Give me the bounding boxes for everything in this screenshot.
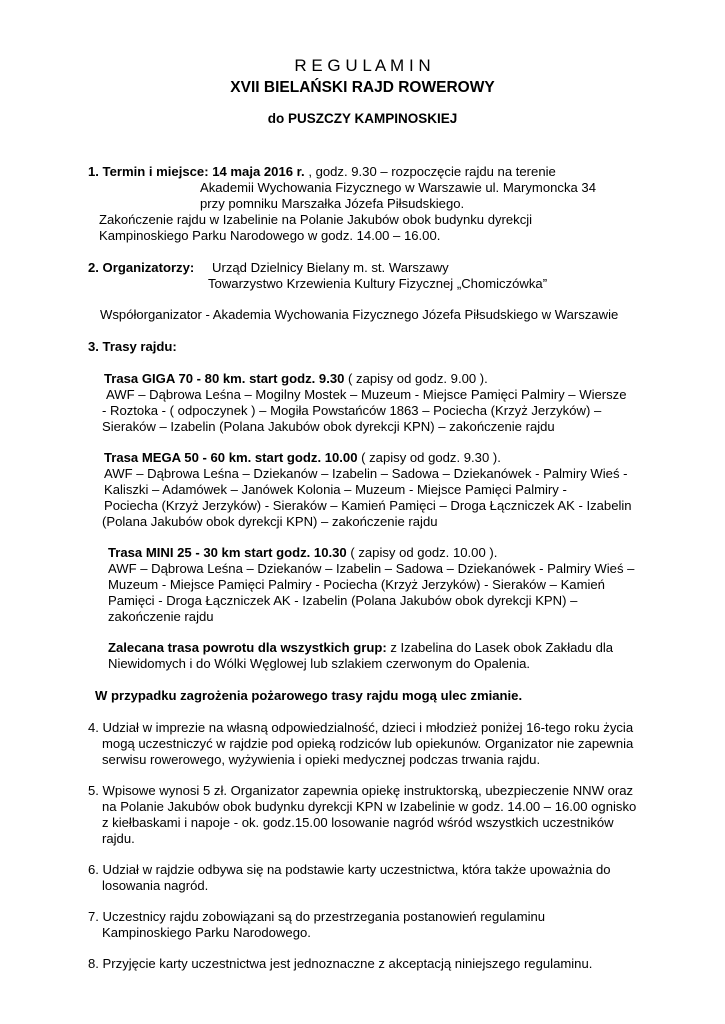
section-5-line-4: rajdu. (102, 831, 135, 846)
route-mega-line-3: Pociecha (Krzyż Jerzyków) - Sieraków – Kamień Pamięci – Droga Łączniczek AK - Izabelin (104, 498, 632, 513)
route-mega-line-1: AWF – Dąbrowa Leśna – Dziekanów – Izabelin – Sadowa – Dziekanówek - Palmiry Wieś - (104, 466, 628, 481)
route-mega-header (104, 450, 501, 466)
route-giga-title: Trasa GIGA 70 - 80 km. start godz. 9.30 (104, 371, 345, 386)
route-mini-line-2: Muzeum - Miejsce Pamięci Palmiry - Pociecha (Krzyż Jerzyków) - Sieraków – Kamień (108, 577, 605, 592)
section-1-line-2: Akademii Wychowania Fizycznego w Warszawie ul. Marymoncka 34 (200, 180, 596, 195)
route-giga-line-2: - Roztoka - ( odpoczynek ) – Mogiła Powstańców 1863 – Pociecha (Krzyż Jerzyków) – (102, 403, 602, 418)
section-1-line-1-rest: , godz. 9.30 – rozpoczęcie rajdu na terenie (308, 164, 556, 179)
section-5-line-3: z kiełbaskami i napoje - ok. godz.15.00 losowanie nagród wśród wszystkich uczestników (102, 815, 614, 830)
section-6-line-2: losowania nagród. (102, 878, 209, 893)
section-1-line-4: Zakończenie rajdu w Izabelinie na Polanie Jakubów obok budynku dyrekcji (99, 212, 533, 227)
section-5-line-1: 5. Wpisowe wynosi 5 zł. Organizator zapewnia opiekę instruktorską, ubezpieczenie NNW oraz (88, 783, 634, 798)
section-1-line-3: przy pomniku Marszałka Józefa Piłsudskiego. (200, 196, 465, 211)
document-title: R E G U L A M I N (294, 56, 431, 75)
route-mega-registration: ( zapisy od godz. 9.30 ). (357, 450, 501, 465)
section-6-line-1: 6. Udział w rajdzie odbywa się na podstawie karty uczestnictwa, która także upoważnia do (88, 862, 611, 877)
section-1-line-1 (88, 164, 556, 180)
route-mini-line-1: AWF – Dąbrowa Leśna – Dziekanów – Izabelin – Sadowa – Dziekanówek - Palmiry Wieś – (108, 561, 635, 576)
section-7-line-2: Kampinoskiego Parku Narodowego. (102, 925, 311, 940)
route-giga-line-3: Sieraków – Izabelin (Polana Jakubów obok dyrekcji KPN) – zakończenie rajdu (102, 419, 555, 434)
section-2-coorganizer: Współorganizator - Akademia Wychowania Fizycznego Józefa Piłsudskiego w Warszawie (100, 307, 619, 322)
section-2-line-2: Towarzystwo Krzewienia Kultury Fizycznej „Chomiczówka” (208, 276, 548, 291)
route-mega-line-4: (Polana Jakubów obok dyrekcji KPN) – zakończenie rajdu (102, 514, 438, 529)
section-8-line-1: 8. Przyjęcie karty uczestnictwa jest jednoznaczne z akceptacją niniejszego regulaminu. (88, 956, 593, 971)
return-route-line-2: Niewidomych i do Wólki Węglowej lub szlakiem czerwonym do Opalenia. (108, 656, 531, 671)
route-giga-line-1: AWF – Dąbrowa Leśna – Mogilny Mostek – Muzeum - Miejsce Pamięci Palmiry – Wiersze (106, 387, 627, 402)
section-7-line-1: 7. Uczestnicy rajdu zobowiązani są do przestrzegania postanowień regulaminu (88, 909, 546, 924)
section-1-label: 1. Termin i miejsce: 14 maja 2016 r. (88, 164, 309, 179)
section-3-label: 3. Trasy rajdu: (88, 339, 177, 354)
route-mini-header (108, 545, 497, 561)
route-giga-header (104, 371, 488, 387)
route-mega-line-2: Kaliszki – Adamówek – Janówek Kolonia – Muzeum - Miejsce Pamięci Palmiry - (104, 482, 567, 497)
return-route-line-1 (108, 640, 613, 656)
fire-notice: W przypadku zagrożenia pożarowego trasy rajdu mogą ulec zmianie. (95, 688, 523, 703)
route-mini-line-4: zakończenie rajdu (108, 609, 214, 624)
document-destination: do PUSZCZY KAMPINOSKIEJ (267, 111, 458, 126)
section-4-line-2: mogą uczestniczyć w rajdzie pod opieką rodziców lub opiekunów. Organizator nie zapewnia (102, 736, 634, 751)
return-route-title: Zalecana trasa powrotu dla wszystkich grup: (108, 640, 387, 655)
section-1-line-5: Kampinoskiego Parku Narodowego w godz. 14.00 – 16.00. (99, 228, 441, 243)
document-subtitle: XVII BIELAŃSKI RAJD ROWEROWY (230, 79, 495, 96)
section-5-line-2: na Polanie Jakubów obok budynku dyrekcji KPN w Izabelinie w godz. 14.00 – 16.00 ognisko (102, 799, 637, 814)
section-4-line-1: 4. Udział w imprezie na własną odpowiedzialność, dzieci i młodzież poniżej 16-tego roku życia (88, 720, 634, 735)
section-4-line-3: serwisu rowerowego, wyżywienia i opieki medycznej podczas trwania rajdu. (102, 752, 541, 767)
route-mega-title: Trasa MEGA 50 - 60 km. start godz. 10.00 (104, 450, 358, 465)
section-2-line-1: Urząd Dzielnicy Bielany m. st. Warszawy (212, 260, 449, 275)
section-2-label: 2. Organizatorzy: (88, 260, 195, 275)
route-mini-registration: ( zapisy od godz. 10.00 ). (346, 545, 498, 560)
return-route-rest: z Izabelina do Lasek obok Zakładu dla (386, 640, 614, 655)
route-mini-line-3: Pamięci - Droga Łączniczek AK - Izabelin (Polana Jakubów obok dyrekcji KPN) – (108, 593, 578, 608)
route-giga-registration: ( zapisy od godz. 9.00 ). (344, 371, 488, 386)
route-mini-title: Trasa MINI 25 - 30 km start godz. 10.30 (108, 545, 347, 560)
